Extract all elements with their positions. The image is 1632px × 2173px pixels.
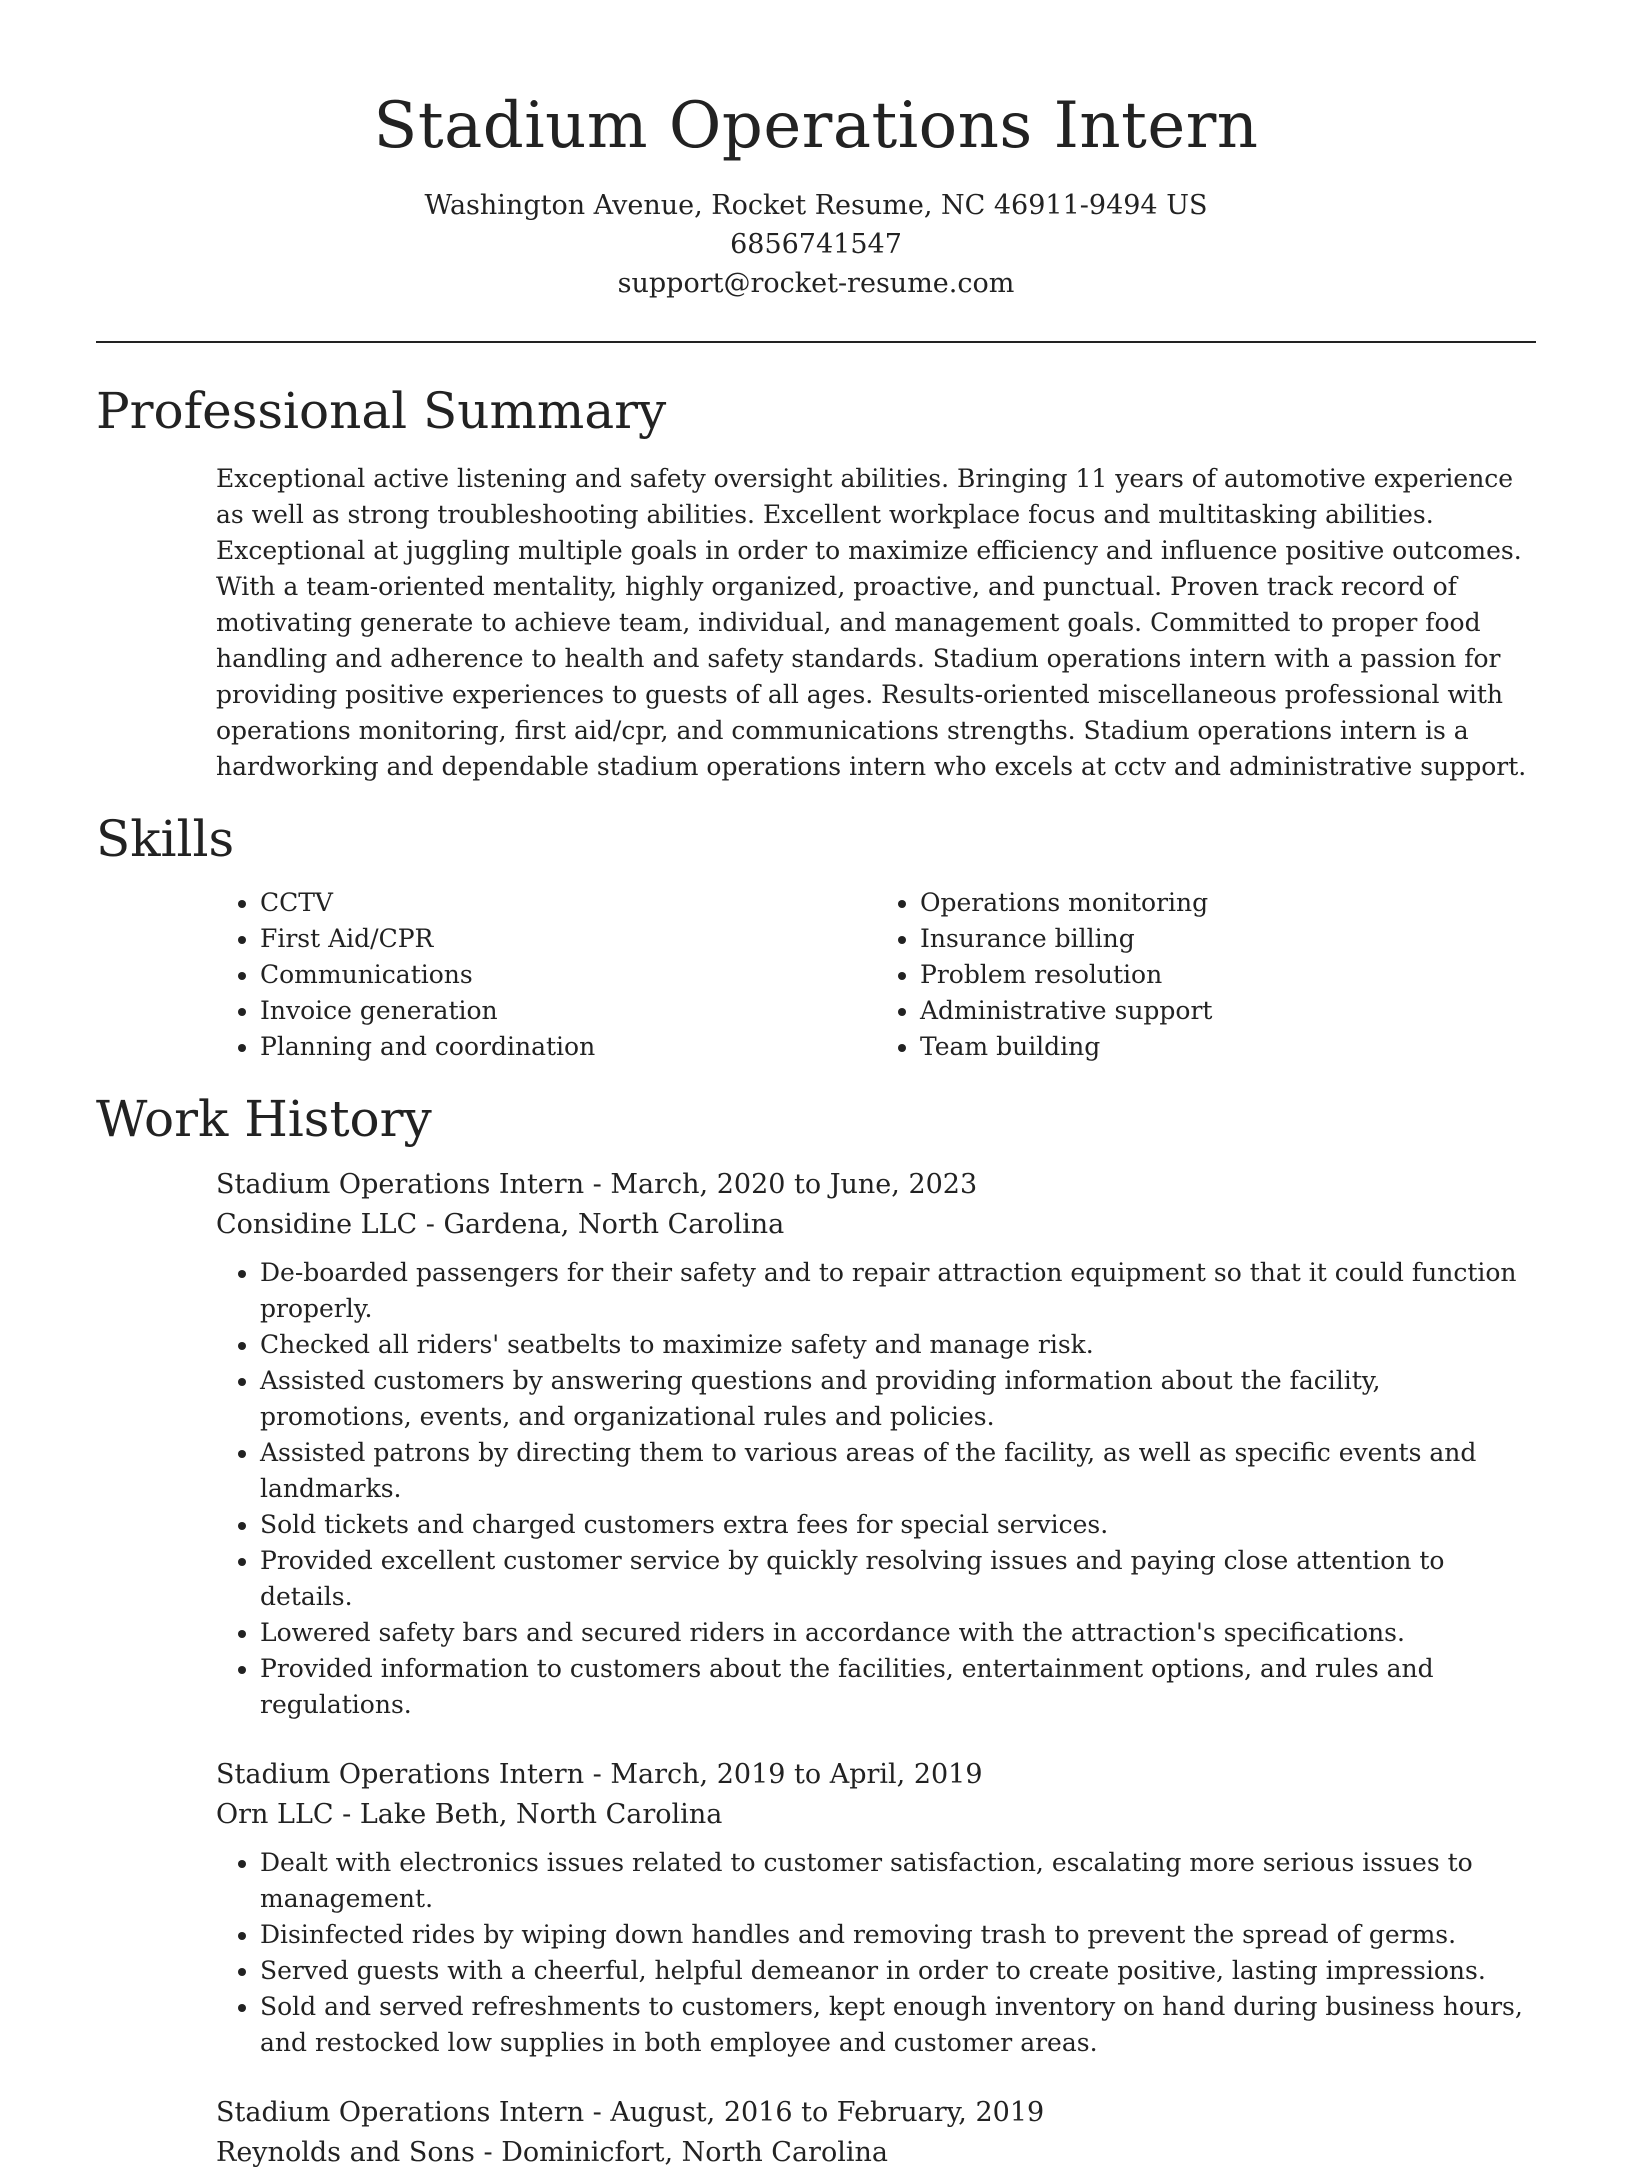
job-title: Stadium Operations Intern <box>216 1169 585 1200</box>
job-location: Gardena, North Carolina <box>443 1209 785 1240</box>
skill-item: • Administrative support <box>920 993 1536 1029</box>
address: Washington Avenue, Rocket Resume, NC 46911-9494 US <box>424 190 1208 221</box>
job-duty: • Provided excellent customer service by quickly resolving issues and paying close attention to details. <box>260 1543 1536 1615</box>
contact-info <box>96 186 1536 303</box>
summary-title: Professional Summary <box>96 382 667 440</box>
job-entry <box>216 1165 1536 1723</box>
job-duty: • Checked all riders' seatbelts to maximize safety and manage risk. <box>260 1327 1536 1363</box>
phone: 6856741547 <box>730 229 902 260</box>
job-duty: • Disinfected rides by wiping down handles and removing trash to prevent the spread of germs. <box>260 1917 1536 1953</box>
job-duty: • Served guests with a cheerful, helpful demeanor in order to create positive, lasting impressions. <box>260 1953 1536 1989</box>
job-duty: • De-boarded passengers for their safety and to repair attraction equipment so that it could function properly. <box>260 1255 1536 1327</box>
job-title-line: Stadium Operations Intern - March, 2019 to April, 2019 <box>216 1759 983 1790</box>
summary-text: Exceptional active listening and safety oversight abilities. Bringing 11 years of automotive experience as well as strong troubleshooting abilities. Excellent workplace focus and multitasking abilities. Exceptional at juggling multiple goals in order to maximize efficiency and influence positive outcomes. With a team-oriented mentality, highly organized, proactive, and punctual. Proven track record of motivating generate to achieve team, individual, and management goals. Committed to proper food handling and adherence to health and safety standards. Stadium operations intern with a passion for providing positive experiences to guests of all ages. Results-oriented miscellaneous professional with operations monitoring, first aid/cpr, and communications strengths. Stadium operations intern is a hardworking and dependable stadium operations intern who excels at cctv and administrative support. <box>216 464 1527 781</box>
job-title-line: Stadium Operations Intern - March, 2020 to June, 2023 <box>216 1169 978 1200</box>
resume-page <box>96 0 1536 2173</box>
skills-left-column <box>216 885 876 1065</box>
job-duty: • Assisted customers by answering questions and providing information about the facility, promotions, events, and organizational rules and policies. <box>260 1363 1536 1435</box>
skill-item: • CCTV <box>260 885 876 921</box>
job-dates: March, 2020 to June, 2023 <box>610 1169 978 1200</box>
job-title-line: Stadium Operations Intern - August, 2016 to February, 2019 <box>216 2097 1045 2128</box>
skill-item: • Planning and coordination <box>260 1029 876 1065</box>
job-company: Orn LLC <box>216 1799 334 1830</box>
job-duty: • Lowered safety bars and secured riders in accordance with the attraction's specifications. <box>260 1615 1536 1651</box>
job-title: Stadium Operations Intern <box>216 1759 585 1790</box>
skills-title: Skills <box>96 810 235 868</box>
job-company-line: Reynolds and Sons - Dominicfort, North Carolina <box>216 2137 888 2168</box>
job-company: Reynolds and Sons <box>216 2137 475 2168</box>
job-company-line: Considine LLC - Gardena, North Carolina <box>216 1209 785 1240</box>
job-company-line: Orn LLC - Lake Beth, North Carolina <box>216 1799 723 1830</box>
skill-item: • Operations monitoring <box>920 885 1536 921</box>
work-history-title: Work History <box>96 1090 432 1148</box>
skills-section <box>96 809 1536 1065</box>
job-duty: • Sold and served refreshments to customers, kept enough inventory on hand during business hours, and restocked low supplies in both employee and customer areas. <box>260 1989 1536 2061</box>
job-duty: • Dealt with electronics issues related to customer satisfaction, escalating more serious issues to management. <box>260 1845 1536 1917</box>
job-location: Lake Beth, North Carolina <box>359 1799 723 1830</box>
summary-section <box>96 381 1536 785</box>
skill-item: • Insurance billing <box>920 921 1536 957</box>
skill-item: • Communications <box>260 957 876 993</box>
header-divider <box>96 341 1536 343</box>
job-entry <box>216 1755 1536 2061</box>
job-duty: • Assisted patrons by directing them to various areas of the facility, as well as specific events and landmarks. <box>260 1435 1536 1507</box>
skill-item: • Invoice generation <box>260 993 876 1029</box>
job-location: Dominicfort, North Carolina <box>501 2137 888 2168</box>
skills-right-column <box>876 885 1536 1065</box>
job-duties <box>216 1845 1536 2061</box>
email: support@rocket-resume.com <box>617 268 1015 299</box>
job-dates: August, 2016 to February, 2019 <box>610 2097 1045 2128</box>
job-title: Stadium Operations Intern <box>216 2097 585 2128</box>
job-dates: March, 2019 to April, 2019 <box>610 1759 983 1790</box>
job-entry <box>216 2093 1536 2173</box>
candidate-name: Stadium Operations Intern <box>373 89 1259 163</box>
skills-grid <box>216 885 1536 1065</box>
work-history-section <box>96 1089 1536 2173</box>
job-duty: • Provided information to customers about the facilities, entertainment options, and rules and regulations. <box>260 1651 1536 1723</box>
skill-item: • Problem resolution <box>920 957 1536 993</box>
skill-item: • First Aid/CPR <box>260 921 876 957</box>
resume-header <box>96 0 1536 303</box>
job-duty: • Sold tickets and charged customers extra fees for special services. <box>260 1507 1536 1543</box>
job-duties <box>216 1255 1536 1723</box>
job-company: Considine LLC <box>216 1209 418 1240</box>
skill-item: • Team building <box>920 1029 1536 1065</box>
